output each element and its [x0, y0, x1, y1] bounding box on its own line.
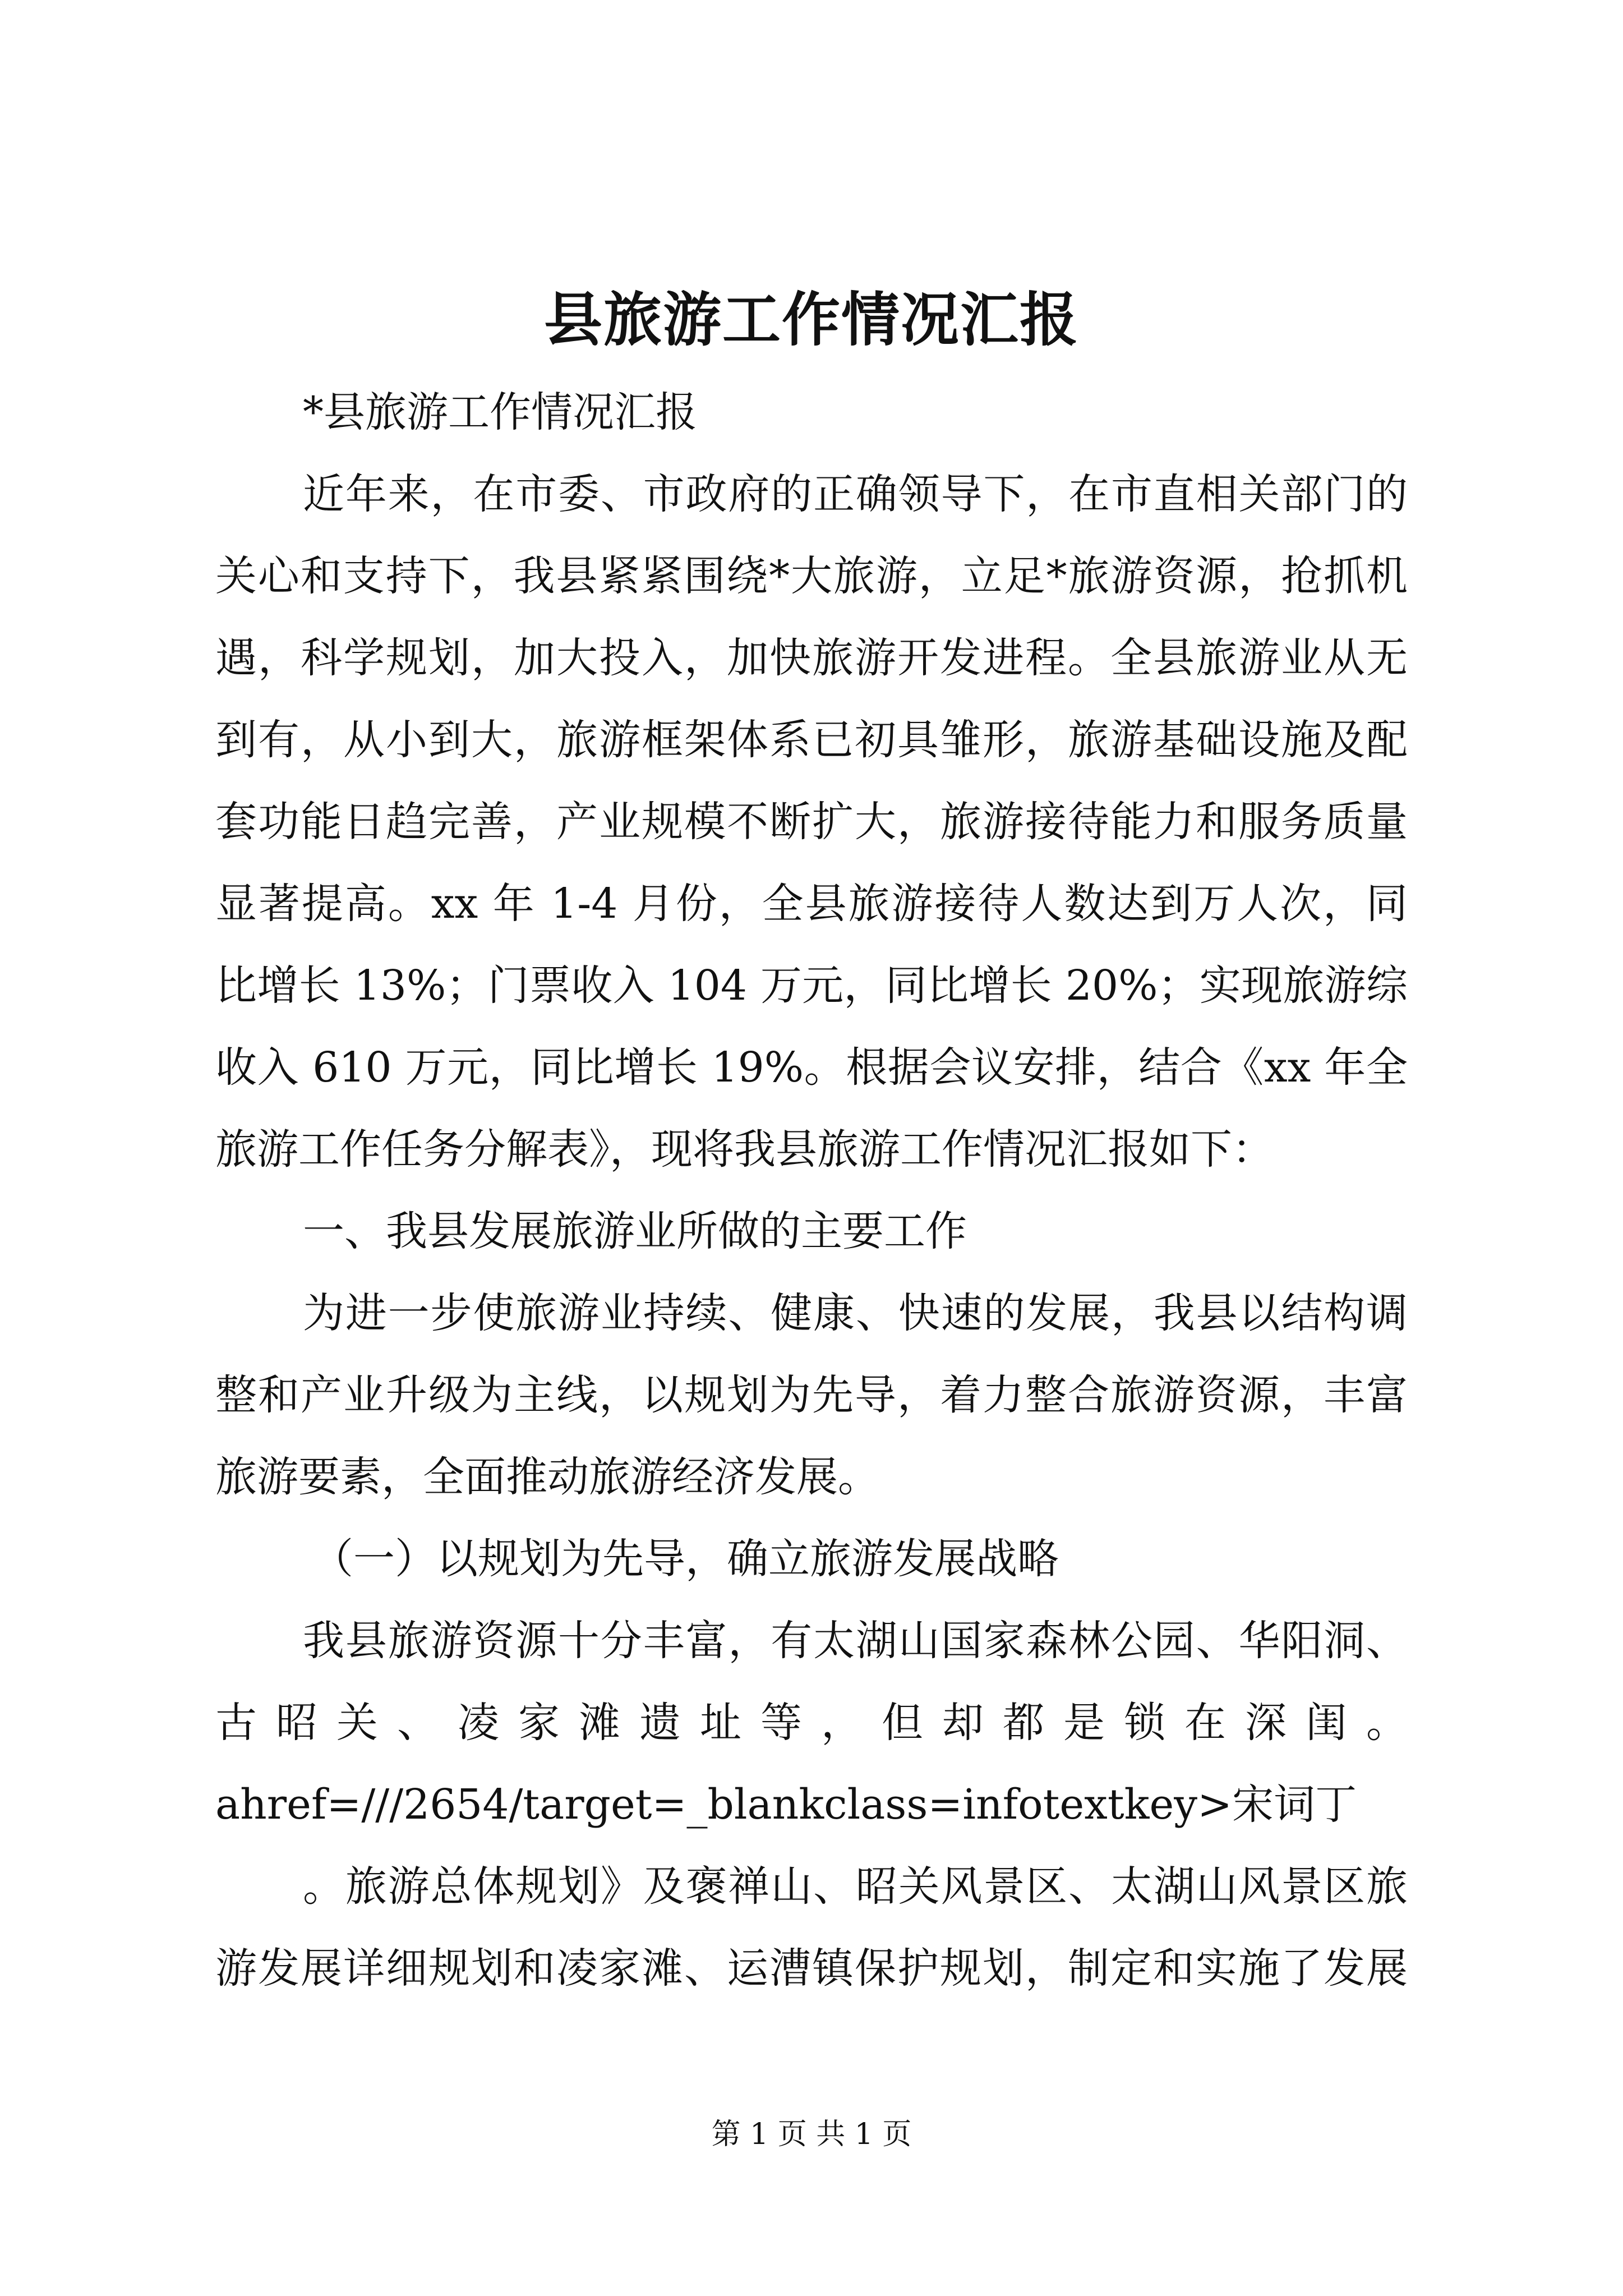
paragraph-line: 近年来，在市委、市政府的正确领导下，在市直相关部门的	[303, 470, 1408, 518]
paragraph-line: ahref=///2654/target=_blankclass=infotextkey>宋词丁	[215, 1780, 1357, 1829]
paragraph-line: 关心和支持下，我县紧紧围绕*大旅游，立足*旅游资源，抢抓机	[215, 552, 1408, 600]
page-footer: 第 1 页 共 1 页	[711, 2118, 912, 2151]
section-heading: 一、我县发展旅游业所做的主要工作	[303, 1207, 967, 1255]
document-title: 县旅游工作情况汇报	[543, 285, 1079, 354]
paragraph-line: 遇，科学规划，加大投入，加快旅游开发进程。全县旅游业从无	[215, 634, 1408, 682]
paragraph-line: 旅游工作任务分解表》，现将我县旅游工作情况汇报如下：	[215, 1125, 1274, 1174]
document-body	[215, 371, 1408, 2009]
paragraph-line: 我县旅游资源十分丰富，有太湖山国家森林公园、华阳洞、	[303, 1617, 1408, 1665]
paragraph-line: 整和产业升级为主线，以规划为先导，着力整合旅游资源，丰富	[215, 1371, 1408, 1419]
paragraph-line: 比增长 13%；门票收入 104 万元，同比增长 20%；实现旅游综	[215, 961, 1408, 1010]
paragraph-line: 到有，从小到大，旅游框架体系已初具雏形，旅游基础设施及配	[215, 716, 1408, 764]
paragraph-line: 游发展详细规划和凌家滩、运漕镇保护规划，制定和实施了发展	[215, 1944, 1408, 1993]
paragraph-line: 为进一步使旅游业持续、健康、快速的发展，我县以结构调	[303, 1289, 1408, 1337]
paragraph-line: 套功能日趋完善，产业规模不断扩大，旅游接待能力和服务质量	[215, 798, 1408, 846]
paragraph-line: 收入 610 万元，同比增长 19%。根据会议安排，结合《xx 年全	[215, 1043, 1408, 1092]
paragraph-line: 。旅游总体规划》及褒禅山、昭关风景区、太湖山风景区旅	[303, 1862, 1408, 1911]
paragraph-line: 旅游要素，全面推动旅游经济发展。	[215, 1453, 879, 1501]
paragraph-line: 显著提高。xx 年 1-4 月份，全县旅游接待人数达到万人次，同	[215, 880, 1408, 928]
subtitle-line: *县旅游工作情况汇报	[303, 388, 697, 436]
subsection-heading: （一）以规划为先导，确立旅游发展战略	[312, 1535, 1059, 1583]
paragraph-line: 古 昭 关 、 凌 家 滩 遗 址 等 ， 但 却 都 是 锁 在 深 闺 。	[215, 1699, 1408, 1747]
